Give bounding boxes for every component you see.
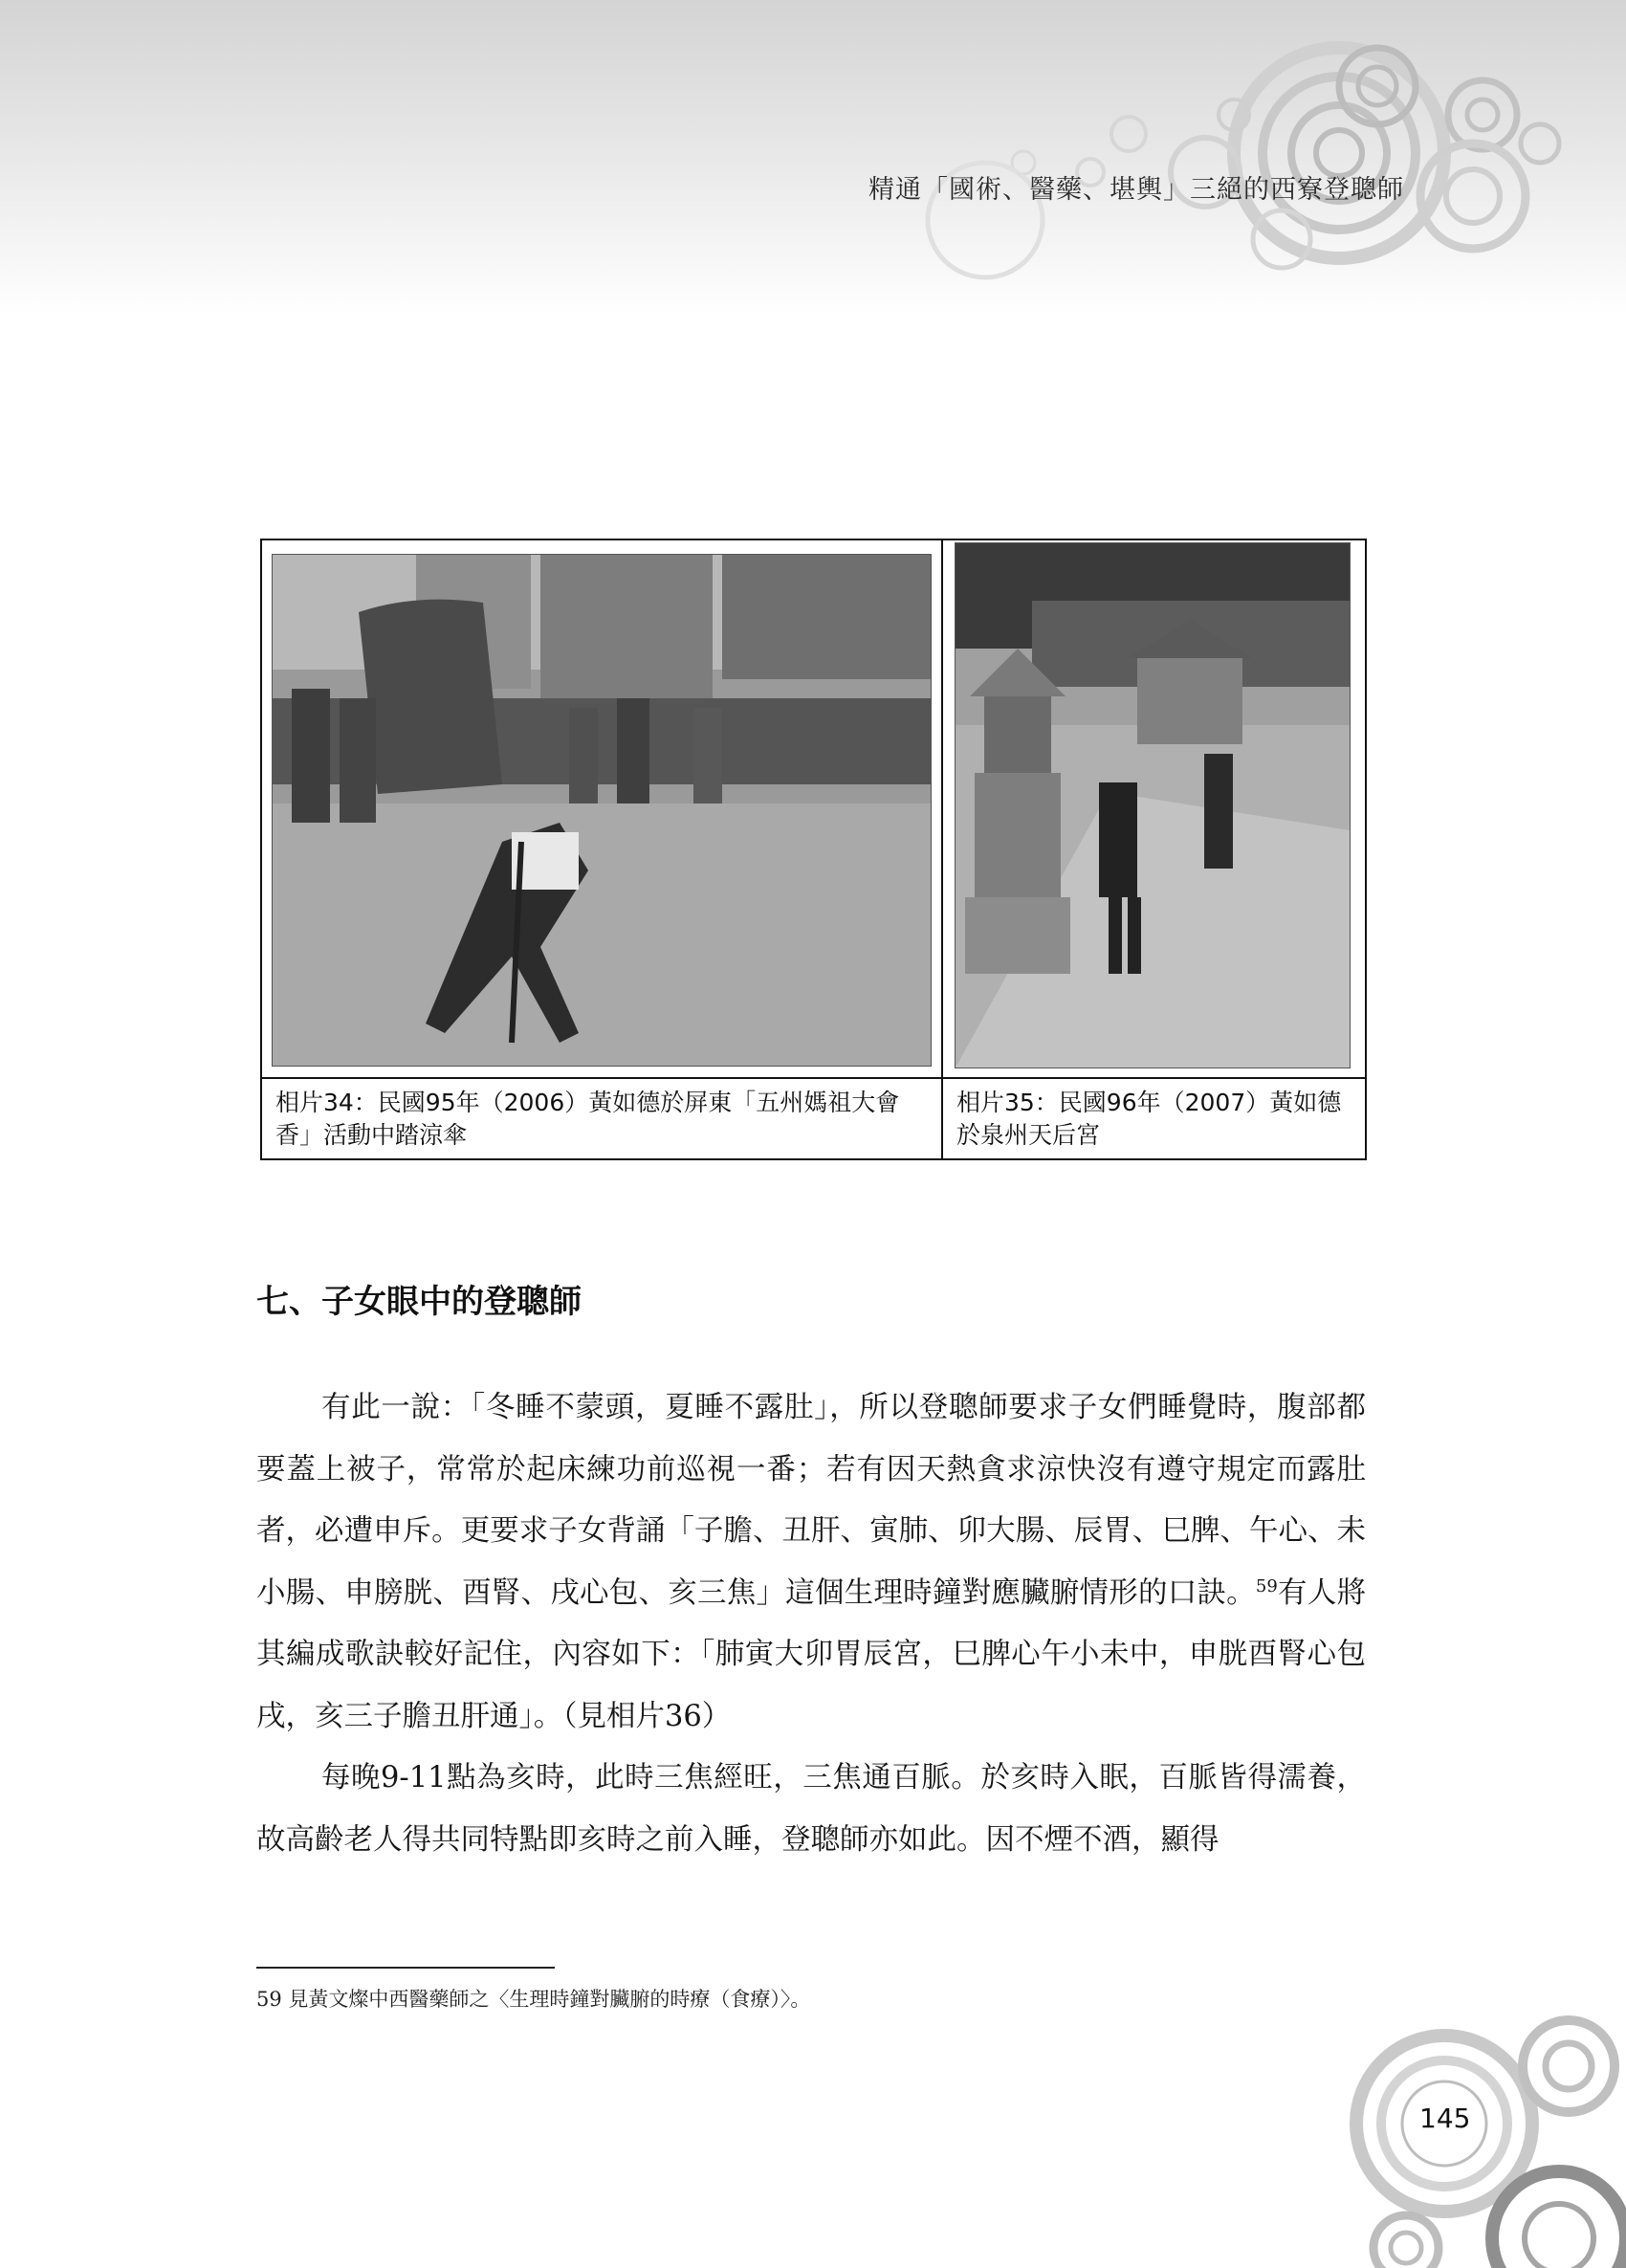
paragraph-2: 每晚9-11點為亥時，此時三焦經旺，三焦通百脈。於亥時入眠，百脈皆得濡養，故高齡老人得共同特點即亥時之前入睡，登聰師亦如此。因不煙不酒，顯得	[256, 1761, 1366, 1857]
figure-35-caption-row	[943, 1077, 1365, 1158]
section-heading: 七、子女眼中的登聰師	[256, 1283, 582, 1321]
paragraph-1	[256, 1377, 1366, 1748]
footnote-59: 59 見黃文燦中西醫藥師之〈生理時鐘對臟腑的時療（食療）〉。	[256, 1988, 811, 2011]
paragraph-1-part-1: 有此一說：「冬睡不蒙頭，夏睡不露肚」，所以登聰師要求子女們睡覺時，腹部都要蓋上被子，常常於起床練功前巡視一番；若有因天熱貪求涼快沒有遵守規定而露肚者，必遭申斥。更要求子女背誦「子膽、丑肝、寅肺、卯大腸、辰胃、巳脾、午心、未小腸、申膀胱、酉腎、戌心包、亥三焦」這個生理時鐘對應臟腑情形的口訣。	[256, 1391, 1366, 1610]
paragraph-1-part-2: 有人將其編成歌訣較好記住，內容如下：「肺寅大卯胃辰宮，巳脾心午小未中，申胱酉腎心包戌，亥三子膽丑肝通」。（見相片36）	[256, 1575, 1367, 1733]
figure-table	[260, 539, 1367, 1160]
temple-courtyard-photo-icon	[955, 542, 1351, 1068]
footnote-reference: 59	[1255, 1575, 1278, 1596]
figure-34-caption-row	[262, 1077, 941, 1158]
page-number: 145	[1419, 2103, 1471, 2134]
running-title: 精通「國術、醫藥、堪輿」三絕的西寮登聰師	[868, 175, 1404, 205]
figure-34-cell	[262, 540, 943, 1158]
temple-parade-photo-icon	[272, 554, 932, 1067]
body-text	[256, 1377, 1366, 1871]
decorative-circles-top-icon	[784, 29, 1597, 306]
figure-34-caption: 相片34：民國95年（2006）黃如德於屏東「五州媽祖大會香」活動中踏涼傘	[275, 1089, 900, 1149]
footnote-divider	[256, 1967, 555, 1969]
figure-35-cell	[943, 540, 1365, 1158]
decorative-circles-bottom-icon	[1349, 2009, 1626, 2268]
figure-35-caption: 相片35：民國96年（2007）黃如德於泉州天后宮	[956, 1089, 1342, 1149]
